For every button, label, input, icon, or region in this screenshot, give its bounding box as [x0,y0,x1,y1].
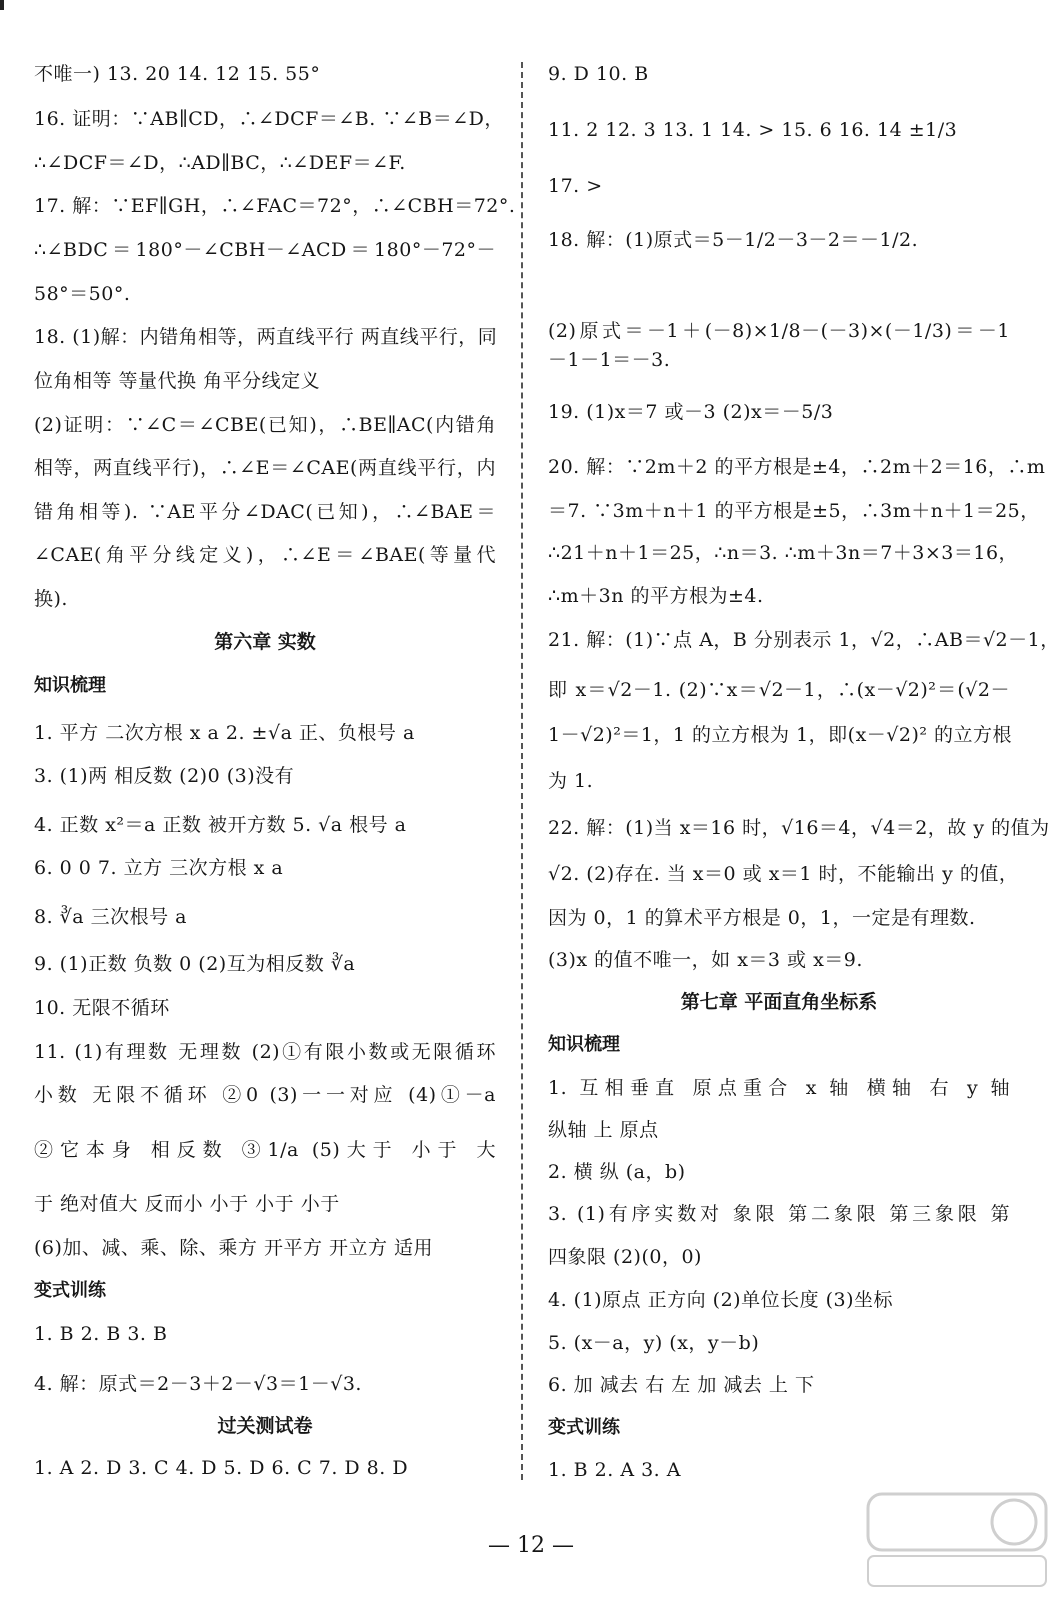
test-title: 过关测试卷 [217,1415,313,1437]
answer-line: 相等，两直线平行)，∴∠E＝∠CAE(两直线平行，内 [34,457,496,479]
answer-line: ∴∠BDC＝180°－∠CBH－∠ACD＝180°－72°－ [34,239,496,261]
answer-line: 6. 加 减去 右 左 加 减去 上 下 [548,1374,815,1396]
chapter-title: 第七章 平面直角坐标系 [680,991,878,1013]
answer-line: (2)证明：∵∠C＝∠CBE(已知)，∴BE∥AC(内错角 [34,414,496,436]
answer-line: 16. 证明：∵AB∥CD，∴∠DCF＝∠B. ∵∠B＝∠D， [34,108,504,130]
section-title: 知识梳理 [34,675,106,696]
answer-line: 10. 无限不循环 [34,997,170,1019]
page-number: — 12 — [488,1533,574,1558]
answer-line: 1. B 2. B 3. B [34,1323,168,1345]
corner-mark [0,0,4,10]
answer-line: 因为 0，1 的算术平方根是 0，1，一定是有理数. [548,907,976,929]
answer-line: 2. 横 纵 (a，b) [548,1161,686,1183]
answer-line: 四象限 (2)(0，0) [548,1246,702,1268]
answer-line: 1. B 2. A 3. A [548,1459,681,1481]
answer-line: 8. ∛a 三次根号 a [34,906,188,928]
answer-line: 4. 解：原式＝2－3＋2－√3＝1－√3. [34,1373,362,1395]
answer-line: 4. (1)原点 正方向 (2)单位长度 (3)坐标 [548,1289,894,1311]
answer-line: 位角相等 等量代换 角平分线定义 [34,370,321,392]
answer-line: 1－√2)²＝1，1 的立方根为 1，即(x－√2)² 的立方根 [548,724,1013,746]
answer-line: 4. 正数 x²＝a 正数 被开方数 5. √a 根号 a [34,814,407,836]
answer-line: 1. 平方 二次方根 x a 2. ±√a 正、负根号 a [34,722,415,744]
answer-line: 11. 2 12. 3 13. 1 14. > 15. 6 16. 14 ±1/3 [548,119,958,141]
answer-line: 1. 互相垂直 原点重合 x 轴 横轴 右 y 轴 [548,1077,1010,1099]
section-title: 变式训练 [548,1417,620,1438]
answer-line: ∴21＋n＋1＝25，∴n＝3. ∴m＋3n＝7＋3×3＝16， [548,542,1019,564]
answer-line: 6. 0 0 7. 立方 三次方根 x a [34,857,284,879]
answer-line: √2. (2)存在. 当 x＝0 或 x＝1 时，不能输出 y 的值， [548,863,1019,885]
answer-line: (3)x 的值不唯一，如 x＝3 或 x＝9. [548,949,863,971]
answer-line: 3. (1)有序实数对 象限 第二象限 第三象限 第 [548,1203,1010,1225]
answer-line: 20. 解：∵2m＋2 的平方根是±4，∴2m＋2＝16，∴m [548,456,1046,478]
answer-line: 17. 解：∵EF∥GH，∴∠FAC＝72°，∴∠CBH＝72°. [34,195,516,217]
answer-line: 即 x＝√2－1. (2)∵x＝√2－1，∴(x－√2)²＝(√2－ [548,679,1010,701]
answer-line: －1－1＝－3. [548,349,671,371]
answer-line: (2)原式＝－1＋(－8)×1/8－(－3)×(－1/3)＝－1 [548,320,1010,342]
answer-line: 18. 解：(1)原式＝5－1/2－3－2＝－1/2. [548,229,919,251]
answer-line: ＝7. ∵3m＋n＋1 的平方根是±5，∴3m＋n＋1＝25， [548,500,1040,522]
answer-line: 1. A 2. D 3. C 4. D 5. D 6. C 7. D 8. D [34,1457,409,1479]
answer-line: ∴∠DCF＝∠D，∴AD∥BC，∴∠DEF＝∠F. [34,152,406,174]
section-title: 变式训练 [34,1280,106,1301]
answer-line: 3. (1)两 相反数 (2)0 (3)没有 [34,765,295,787]
answer-line: 22. 解：(1)当 x＝16 时，√16＝4，√4＝2，故 y 的值为 [548,817,1050,839]
answer-line: 错角相等). ∵AE平分∠DAC(已知)，∴∠BAE＝ [34,501,496,523]
answer-line: 纵轴 上 原点 [548,1119,659,1141]
answer-line: 换). [34,588,68,610]
answer-line: 于 绝对值大 反而小 小于 小于 小于 [34,1193,340,1215]
answer-line: 17. > [548,175,603,197]
answer-line: ∠CAE(角平分线定义)，∴∠E＝∠BAE(等量代 [34,544,496,566]
answer-line: (6)加、减、乘、除、乘方 开平方 开立方 适用 [34,1237,434,1259]
answer-line: 11. (1)有理数 无理数 (2)①有限小数或无限循环 [34,1041,496,1063]
answer-line: 9. (1)正数 负数 0 (2)互为相反数 ∛a [34,953,356,975]
answer-line: 为 1. [548,770,594,792]
chapter-title: 第六章 实数 [214,631,316,653]
answer-line: 小数 无限不循环 ②0 (3)一一对应 (4)①－a [34,1084,496,1106]
answer-line: 58°＝50°. [34,283,131,305]
answer-line: 9. D 10. B [548,63,649,85]
section-title: 知识梳理 [548,1034,620,1055]
answer-line: 19. (1)x＝7 或－3 (2)x＝－5/3 [548,401,834,423]
answer-line: ∴m＋3n 的平方根为±4. [548,585,764,607]
column-divider [521,62,523,1480]
answer-line: 18. (1)解：内错角相等，两直线平行 两直线平行，同 [34,326,498,348]
watermark-logo [862,1488,1052,1592]
answer-line: 21. 解：(1)∵点 A，B 分别表示 1，√2，∴AB＝√2－1， [548,629,1060,651]
answer-line: 不唯一) 13. 20 14. 12 15. 55° [34,63,321,85]
answer-line: ②它本身 相反数 ③1/a (5)大于 小于 大 [34,1139,496,1161]
answer-line: 5. (x－a，y) (x，y－b) [548,1332,760,1354]
